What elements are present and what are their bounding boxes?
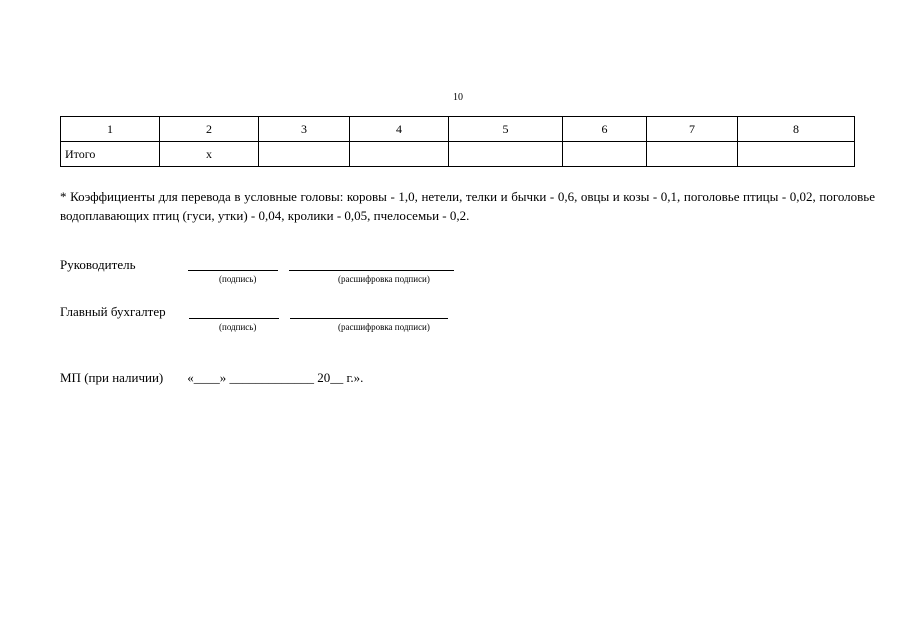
table-header-cell: 3 [259, 117, 350, 142]
table-header-cell: 2 [160, 117, 259, 142]
table-header-cell: 8 [738, 117, 855, 142]
table-cell [738, 142, 855, 167]
table-header-row [61, 117, 855, 142]
page-number: 10 [453, 92, 463, 103]
chief-accountant-transcript-line [290, 318, 448, 319]
manager-signature-line [188, 270, 278, 271]
chief-accountant-label: Главный бухгалтер [60, 304, 166, 319]
seal-label: МП (при наличии) [60, 370, 164, 385]
table-cell [259, 142, 350, 167]
seal-row [60, 370, 363, 386]
total-row-label: Итого [61, 142, 160, 167]
table-cell [449, 142, 563, 167]
table-cell: х [160, 142, 259, 167]
coefficients-footnote: * Коэффициенты для перевода в условные головы: коровы - 1,0, нетели, телки и бычки - 0,6, овцы и козы - 0,1, поголовье птицы - 0,02, поголовье водоплавающих птиц (гуси, утки) - 0,04, кролики - 0,05, пчелосемьи - 0,2. [60, 189, 875, 223]
table-cell [647, 142, 738, 167]
data-table [60, 116, 855, 167]
table-header-cell: 7 [647, 117, 738, 142]
manager-signature-caption: (подпись) [219, 274, 257, 284]
table-header-cell: 1 [61, 117, 160, 142]
table-cell [563, 142, 647, 167]
manager-transcript-line [289, 270, 454, 271]
chief-accountant-transcript-caption: (расшифровка подписи) [338, 322, 430, 332]
table-cell [350, 142, 449, 167]
table-header-cell: 6 [563, 117, 647, 142]
table-header-cell: 4 [350, 117, 449, 142]
manager-label: Руководитель [60, 257, 136, 272]
date-line: «____» _____________ 20__ г.». [187, 370, 364, 385]
table-header-cell: 5 [449, 117, 563, 142]
chief-accountant-signature-line [189, 318, 279, 319]
table-total-row [61, 142, 855, 167]
manager-transcript-caption: (расшифровка подписи) [338, 274, 430, 284]
chief-accountant-signature-caption: (подпись) [219, 322, 257, 332]
